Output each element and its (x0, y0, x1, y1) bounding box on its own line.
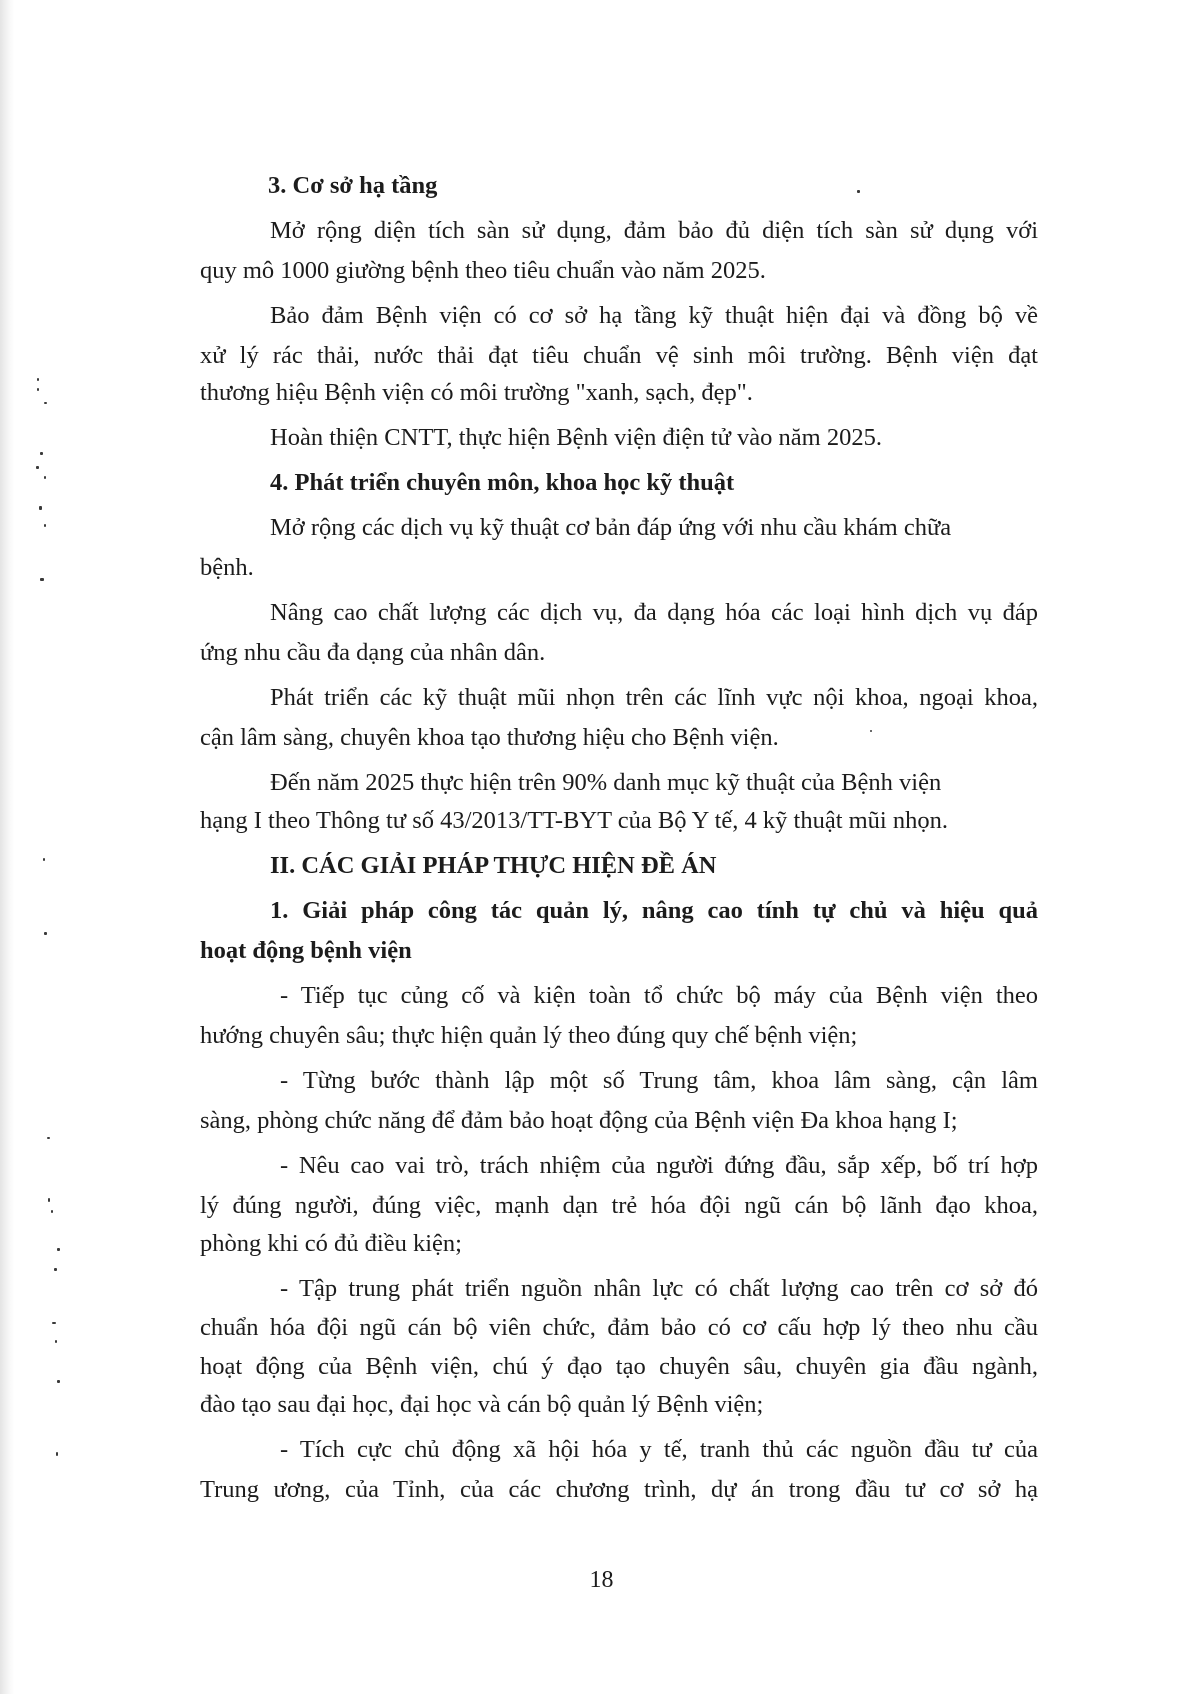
scan-speck (37, 388, 39, 391)
list-item-line: - Từng bước thành lập một số Trung tâm, khoa lâm sàng, cận lâm (280, 1067, 1038, 1094)
text-line: xử lý rác thải, nước thải đạt tiêu chuẩn vệ sinh môi trường. Bệnh viện đạt (200, 342, 1038, 369)
list-item-line: - Tiếp tục củng cố và kiện toàn tổ chức bộ máy của Bệnh viện theo (280, 982, 1038, 1009)
text-line: Nâng cao chất lượng các dịch vụ, đa dạng hóa các loại hình dịch vụ đáp (270, 599, 1038, 626)
text-line: thương hiệu Bệnh viện có môi trường "xanh, sạch, đẹp". (200, 379, 753, 406)
section-heading-expertise: 4. Phát triển chuyên môn, khoa học kỹ thuật (270, 469, 735, 496)
text-line: hạng I theo Thông tư số 43/2013/TT-BYT của Bộ Y tế, 4 kỹ thuật mũi nhọn. (200, 807, 948, 834)
scan-speck (57, 1380, 60, 1383)
text-line: hướng chuyên sâu; thực hiện quản lý theo đúng quy chế bệnh viện; (200, 1022, 858, 1049)
text-line: Trung ương, của Tỉnh, của các chương trình, dự án trong đầu tư cơ sở hạ (200, 1476, 1038, 1503)
subsection-heading-management-cont: hoạt động bệnh viện (200, 937, 412, 964)
text-line: Mở rộng các dịch vụ kỹ thuật cơ bản đáp ứng với nhu cầu khám chữa (270, 514, 952, 541)
scan-speck (48, 1198, 50, 1202)
scan-speck (44, 932, 47, 935)
text-line: ứng nhu cầu đa dạng của nhân dân. (200, 639, 546, 666)
text-line: cận lâm sàng, chuyên khoa tạo thương hiệu cho Bệnh viện. (200, 724, 779, 751)
text-line: Hoàn thiện CNTT, thực hiện Bệnh viện điện tử vào năm 2025. (270, 424, 882, 451)
scan-speck (39, 506, 42, 510)
scan-speck (55, 1340, 57, 1343)
subsection-heading-management: 1. Giải pháp công tác quản lý, nâng cao tính tự chủ và hiệu quả (270, 897, 1038, 924)
scan-left-edge (0, 0, 14, 1694)
text-line: Phát triển các kỹ thuật mũi nhọn trên các lĩnh vực nội khoa, ngoại khoa, (270, 684, 1038, 711)
scan-speck (57, 1248, 60, 1251)
text-line: Đến năm 2025 thực hiện trên 90% danh mục kỹ thuật của Bệnh viện (270, 769, 942, 796)
scan-speck (52, 1322, 56, 1324)
page-number: 18 (589, 1567, 614, 1593)
list-item-line: - Tập trung phát triển nguồn nhân lực có chất lượng cao trên cơ sở đó (280, 1275, 1038, 1302)
text-line: Bảo đảm Bệnh viện có cơ sở hạ tầng kỹ thuật hiện đại và đồng bộ về (270, 302, 1038, 329)
scan-speck (54, 1268, 57, 1271)
scan-speck (56, 1452, 58, 1456)
scan-speck (40, 452, 43, 455)
scan-speck (40, 578, 44, 581)
scan-speck (44, 476, 46, 479)
scan-speck (36, 466, 39, 469)
text-line: phòng khi có đủ điều kiện; (200, 1230, 462, 1257)
scan-speck (44, 524, 46, 527)
text-line: quy mô 1000 giường bệnh theo tiêu chuẩn vào năm 2025. (200, 257, 766, 284)
scan-speck (47, 1137, 50, 1139)
scan-speck (51, 1210, 53, 1213)
text-line: lý đúng người, đúng việc, mạnh dạn trẻ hóa đội ngũ cán bộ lãnh đạo khoa, (200, 1192, 1038, 1219)
text-line: bệnh. (200, 554, 254, 581)
scan-speck (37, 378, 39, 381)
text-line: chuẩn hóa đội ngũ cán bộ viên chức, đảm bảo có cơ cấu hợp lý theo nhu cầu (200, 1314, 1038, 1341)
text-line: Mở rộng diện tích sàn sử dụng, đảm bảo đủ diện tích sàn sử dụng với (270, 217, 1038, 244)
chapter-heading-solutions: II. CÁC GIẢI PHÁP THỰC HIỆN ĐỀ ÁN (270, 852, 717, 879)
text-line: sàng, phòng chức năng để đảm bảo hoạt động của Bệnh viện Đa khoa hạng I; (200, 1107, 958, 1134)
text-line: đào tạo sau đại học, đại học và cán bộ quản lý Bệnh viện; (200, 1391, 764, 1418)
scan-speck (44, 402, 47, 404)
text-line: hoạt động của Bệnh viện, chú ý đạo tạo chuyên sâu, chuyên gia đầu ngành, (200, 1353, 1038, 1380)
list-item-line: - Nêu cao vai trò, trách nhiệm của người đứng đầu, sắp xếp, bố trí hợp (280, 1152, 1038, 1179)
section-heading-infrastructure: 3. Cơ sở hạ tầng (268, 172, 438, 199)
scan-speck (43, 858, 45, 861)
list-item-line: - Tích cực chủ động xã hội hóa y tế, tranh thủ các nguồn đầu tư của (280, 1436, 1038, 1463)
